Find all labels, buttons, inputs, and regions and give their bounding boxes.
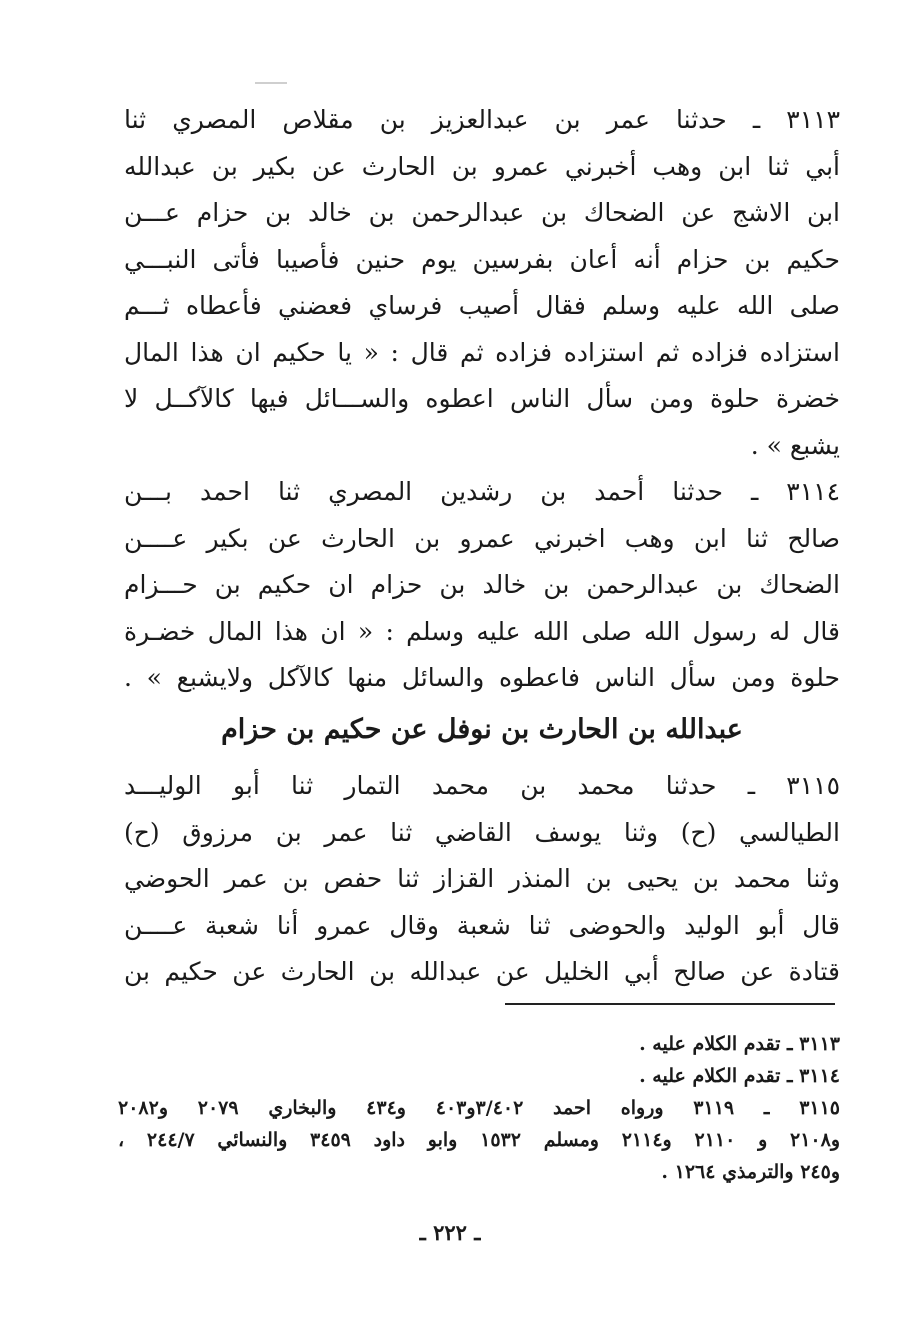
chapter-title: عبدالله بن الحارث بن نوفل عن حكيم بن حزام [221,714,743,745]
hadith-3114 [124,469,840,702]
text-line: ٣١١٤ ـ حدثنا أحمد بن رشدين المصري ثنا احمد بـــن [124,477,840,506]
footnotes [118,1028,840,1188]
text-line: قال أبو الوليد والحوضى ثنا شعبة وقال عمرو أنا شعبة عــــن [124,910,840,940]
text-line: وثنا محمد بن يحيى بن المنذر القزاز ثنا حفص بن عمر الحوضي [124,864,840,893]
text-line: حلوة ومن سأل الناس فاعطوه والسائل منها كالآكل ولايشبع » . [124,663,840,692]
hadith-3113 [124,97,840,469]
footnote-line: ٣١١٣ ـ تقدم الكلام عليه . [639,1033,840,1055]
footnote-line: و٢١٠٨ و ٢١١٠ و٢١١٤ ومسلم ١٥٣٢ وابو داود ٣٤٥٩ والنسائي ٢٤٤/٧ ، [118,1129,840,1151]
text-line: ٣١١٣ ـ حدثنا عمر بن عبدالعزيز بن مقلاص المصري ثنا [124,105,840,134]
scan-artifact [255,82,287,84]
text-line: قتادة عن صالح أبي الخليل عن عبدالله بن الحارث عن حكيم بن [124,957,840,986]
text-line: أبي ثنا ابن وهب أخبرني عمرو بن الحارث عن بكير بن عبدالله [124,151,840,181]
text-line: الطيالسي (ح) وثنا يوسف القاضي ثنا عمر بن مرزوق (ح) [124,817,840,847]
text-line: الضحاك بن عبدالرحمن بن خالد بن حزام ان حكيم بن حـــزام [124,570,840,599]
footnote-line: ٣١١٥ ـ ٣١١٩ ورواه احمد ٣/٤٠٢و٤٠٣ و٤٣٤ والبخاري ٢٠٧٩ و٢٠٨٢ [118,1097,840,1119]
text-line: حكيم بن حزام أنه أعان بفرسين يوم حنين فأصيبا فأتى النبـــي [124,244,840,274]
text-line: استزاده فزاده ثم استزاده فزاده ثم قال : « يا حكيم ان هذا المال [124,337,840,367]
page-number: ـ ٢٢٢ ـ [419,1220,481,1245]
text-line: قال له رسول الله صلى الله عليه وسلم : « ان هذا المال خضـرة [124,616,840,646]
footnote-line: و٢٤٥ والترمذي ١٢٦٤ . [661,1161,840,1183]
text-line: صالح ثنا ابن وهب اخبرني عمرو بن الحارث عن بكير عــــن [124,523,840,553]
text-line: ابن الاشج عن الضحاك بن عبدالرحمن بن خالد بن حزام عـــن [124,198,840,227]
text-line: خضرة حلوة ومن سأل الناس اعطوه والســـائل فيها كالآكــل لا [124,384,840,413]
hadith-3115 [124,763,840,996]
text-line: ٣١١٥ ـ حدثنا محمد بن محمد التمار ثنا أبو الوليـــد [124,771,840,800]
footnote-divider [505,1003,835,1005]
text-line: صلى الله عليه وسلم فقال أصيب فرساي فعضني فأعطاه ثـــم [124,291,840,320]
text-line: يشبع » . [750,430,840,460]
footnote-line: ٣١١٤ ـ تقدم الكلام عليه . [639,1065,840,1087]
